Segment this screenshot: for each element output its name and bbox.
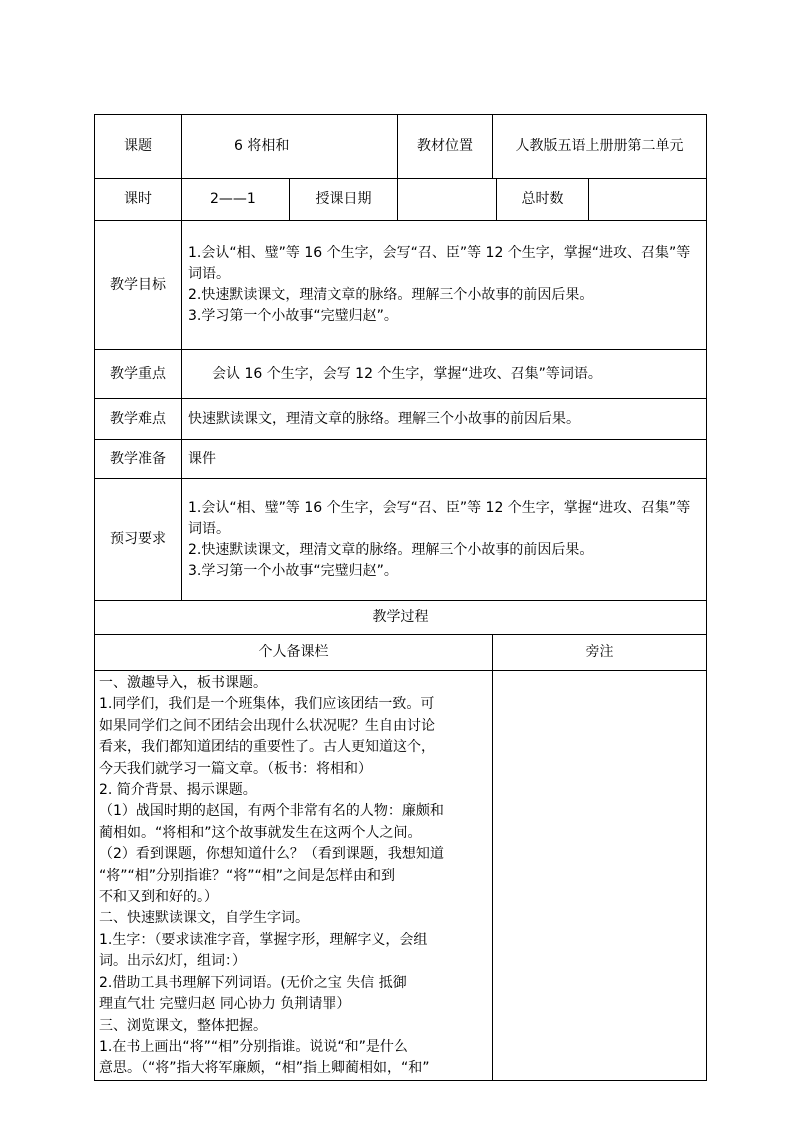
date-label: 授课日期 [290, 179, 398, 221]
notes-content [493, 671, 707, 1081]
process-line: 1.同学们，我们是一个班集体，我们应该团结一致。可 [99, 696, 435, 713]
goals-content [182, 221, 707, 350]
preview-line: 2.快速默读课文，理清文章的脉络。理解三个小故事的前因后果。 [188, 541, 594, 558]
row-key-points [95, 350, 707, 399]
personal-column-header: 个人备课栏 [95, 635, 493, 671]
process-line: （1）战国时期的赵国，有两个非常有名的人物：廉颇和 [99, 803, 444, 820]
row-process-title [95, 601, 707, 635]
process-line: 词。出示幻灯，组词：） [99, 953, 246, 970]
preview-content [182, 479, 707, 601]
goals-line: 1.会认“相、璧”等 16 个生字，会写“召、臣”等 12 个生字，掌握“进攻、召集”等词语。 [188, 245, 691, 282]
process-line: 2. 简介背景、揭示课题。 [99, 782, 257, 799]
row-preparation [95, 440, 707, 479]
preparation-label: 教学准备 [95, 440, 182, 479]
process-line: 看来，我们都知道团结的重要性了。古人更知道这个， [99, 739, 435, 756]
process-line: （2）看到课题，你想知道什么？（看到课题，我想知道 [99, 846, 444, 863]
row-preview [95, 479, 707, 601]
preview-label: 预习要求 [95, 479, 182, 601]
total-label: 总时数 [497, 179, 589, 221]
total-value [589, 179, 707, 221]
row-goals [95, 221, 707, 350]
process-line: 二、快速默读课文，自学生字词。 [99, 910, 309, 927]
difficulties-label: 教学难点 [95, 399, 182, 440]
row-process-body [95, 671, 707, 1081]
personal-content [95, 671, 493, 1081]
process-line: 蔺相如。“将相和”这个故事就发生在这两个人之间。 [99, 824, 422, 841]
process-line: 今天我们就学习一篇文章。（板书：将相和） [99, 760, 372, 777]
process-line: 三、浏览课文，整体把握。 [99, 1017, 267, 1034]
row-topic [95, 115, 707, 179]
topic-value: 6 将相和 [182, 115, 398, 179]
process-line: 意思。（“将”指大将军廉颇，“相”指上卿蔺相如，“和” [99, 1060, 430, 1077]
process-line: 如果同学们之间不团结会出现什么状况呢？生自由讨论 [99, 717, 435, 734]
goals-label: 教学目标 [95, 221, 182, 350]
process-title: 教学过程 [95, 601, 707, 635]
period-label: 课时 [95, 179, 182, 221]
lesson-plan-page [94, 114, 706, 1081]
period-value: 2——1 [182, 179, 290, 221]
notes-column-header: 旁注 [493, 635, 707, 671]
goals-line: 3.学习第一个小故事“完璧归赵”。 [188, 308, 398, 324]
process-line: 不和又到和好的。） [99, 889, 218, 906]
row-difficulties [95, 399, 707, 440]
row-period [95, 179, 707, 221]
key-points-text: 会认 16 个生字，会写 12 个生字，掌握“进攻、召集”等词语。 [182, 350, 707, 399]
row-process-headers [95, 635, 707, 671]
process-line: 2.借助工具书理解下列词语。(无价之宝 失信 抵御 [99, 974, 407, 991]
process-line: 1.生字：（要求读准字音，掌握字形，理解字义，会组 [99, 931, 428, 948]
preview-line: 3.学习第一个小故事“完璧归赵”。 [188, 562, 398, 579]
process-line: “将”“相”分别指谁？“将”“相”之间是怎样由和到 [99, 867, 396, 884]
process-line: 理直气壮 完璧归赵 同心协力 负荆请罪） [99, 996, 351, 1013]
date-value [398, 179, 497, 221]
preparation-text: 课件 [182, 440, 707, 479]
goals-line: 2.快速默读课文，理清文章的脉络。理解三个小故事的前因后果。 [188, 287, 594, 303]
topic-label: 课题 [95, 115, 182, 179]
process-line: 1.在书上画出“将”“相”分别指谁。说说“和”是什么 [99, 1038, 408, 1055]
key-points-label: 教学重点 [95, 350, 182, 399]
lesson-plan-table [94, 114, 707, 1081]
position-label: 教材位置 [398, 115, 493, 179]
difficulties-text: 快速默读课文，理清文章的脉络。理解三个小故事的前因后果。 [182, 399, 707, 440]
preview-line: 1.会认“相、璧”等 16 个生字，会写“召、臣”等 12 个生字，掌握“进攻、召集”等词语。 [188, 499, 691, 537]
process-line: 一、激趣导入，板书课题。 [99, 675, 267, 691]
position-value: 人教版五语上册册第二单元 [493, 115, 707, 179]
